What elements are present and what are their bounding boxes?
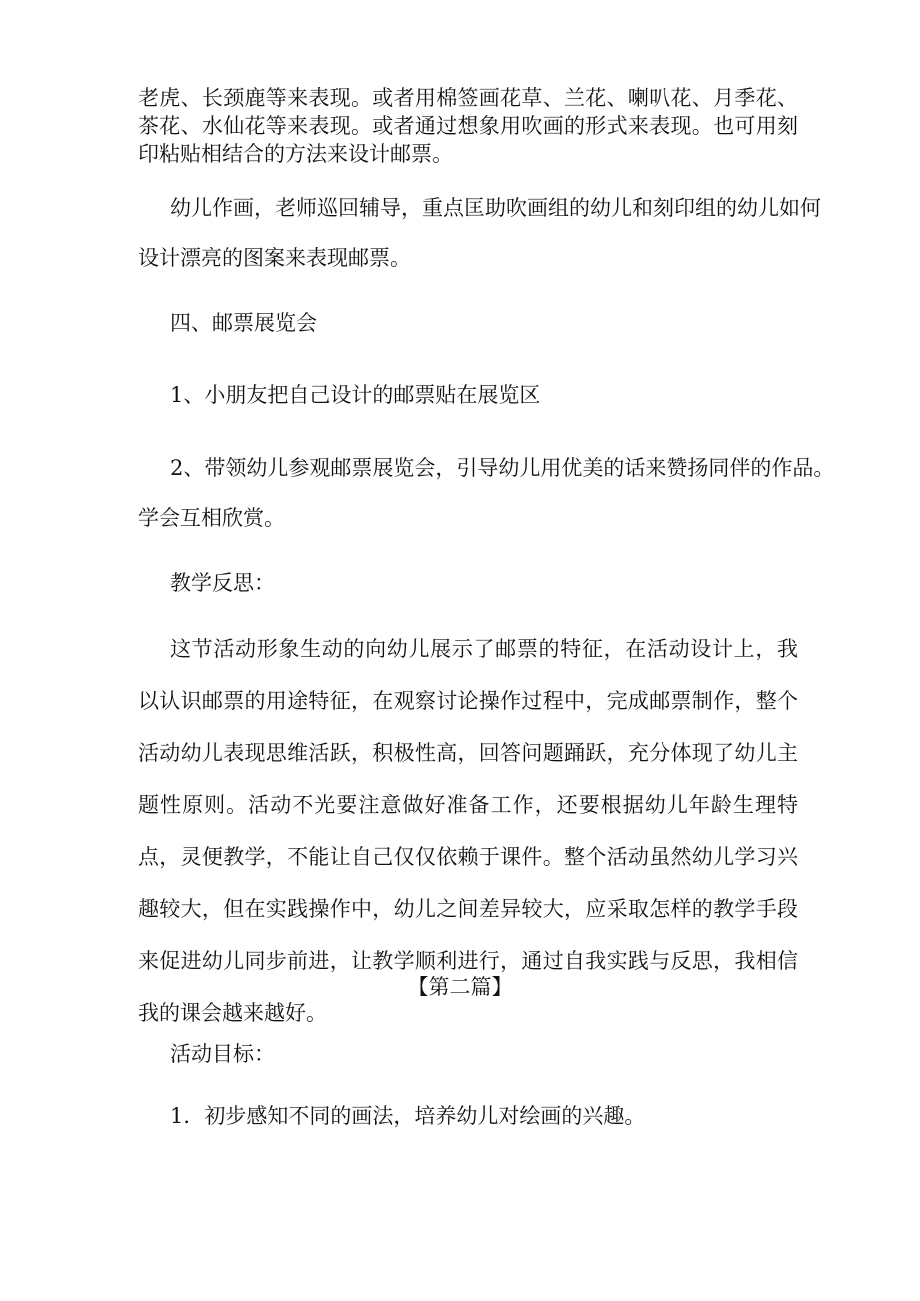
section-title: 【第二篇】 [407,975,513,999]
list-item-1: 1、小朋友把自己设计的邮票贴在展览区 [170,383,541,407]
paragraph-reflection: 这节活动形象生动的向幼儿展示了邮票的特征，在活动设计上，我以认识邮票的用途特征，在观察讨论操作过程中，完成邮票制作，整个活动幼儿表现思维活跃，积极性高，回答问题踊跃，充分体现了幼儿主题性原则。活动不光要注意做好准备工作，还要根据幼儿年龄生理特点，灵便教学，不能让自己仅仅依赖于课件。整个活动虽然幼儿学习兴趣较大，但在实践操作中，幼儿之间差异较大，应采取怎样的教学手段来促进幼儿同步前进，让教学顺利进行，通过自我实践与反思，我相信我的课会越来越好。 [138,637,798,1025]
list-item-2-line-2: 学会互相欣赏。 [138,506,285,530]
goal-item-1: 1．初步感知不同的画法，培养幼儿对绘画的兴趣。 [170,1104,646,1128]
paragraph-drawing-line-2: 设计漂亮的图案来表现邮票。 [138,246,411,270]
paragraph-intro: 老虎、长颈鹿等来表现。或者用棉签画花草、兰花、喇叭花、月季花、茶花、水仙花等来表现。或者通过想象用吹画的形式来表现。也可用刻印粘贴相结合的方法来设计邮票。 [138,86,798,166]
heading-exhibition: 四、邮票展览会 [170,311,317,335]
list-item-2-line-1: 2、带领幼儿参观邮票展览会，引导幼儿用优美的话来赞扬同伴的作品。 [170,456,835,480]
heading-reflection: 教学反思： [170,571,275,595]
heading-goals: 活动目标： [170,1042,275,1066]
paragraph-drawing-line-1: 幼儿作画，老师巡回辅导，重点匡助吹画组的幼儿和刻印组的幼儿如何 [170,196,821,220]
